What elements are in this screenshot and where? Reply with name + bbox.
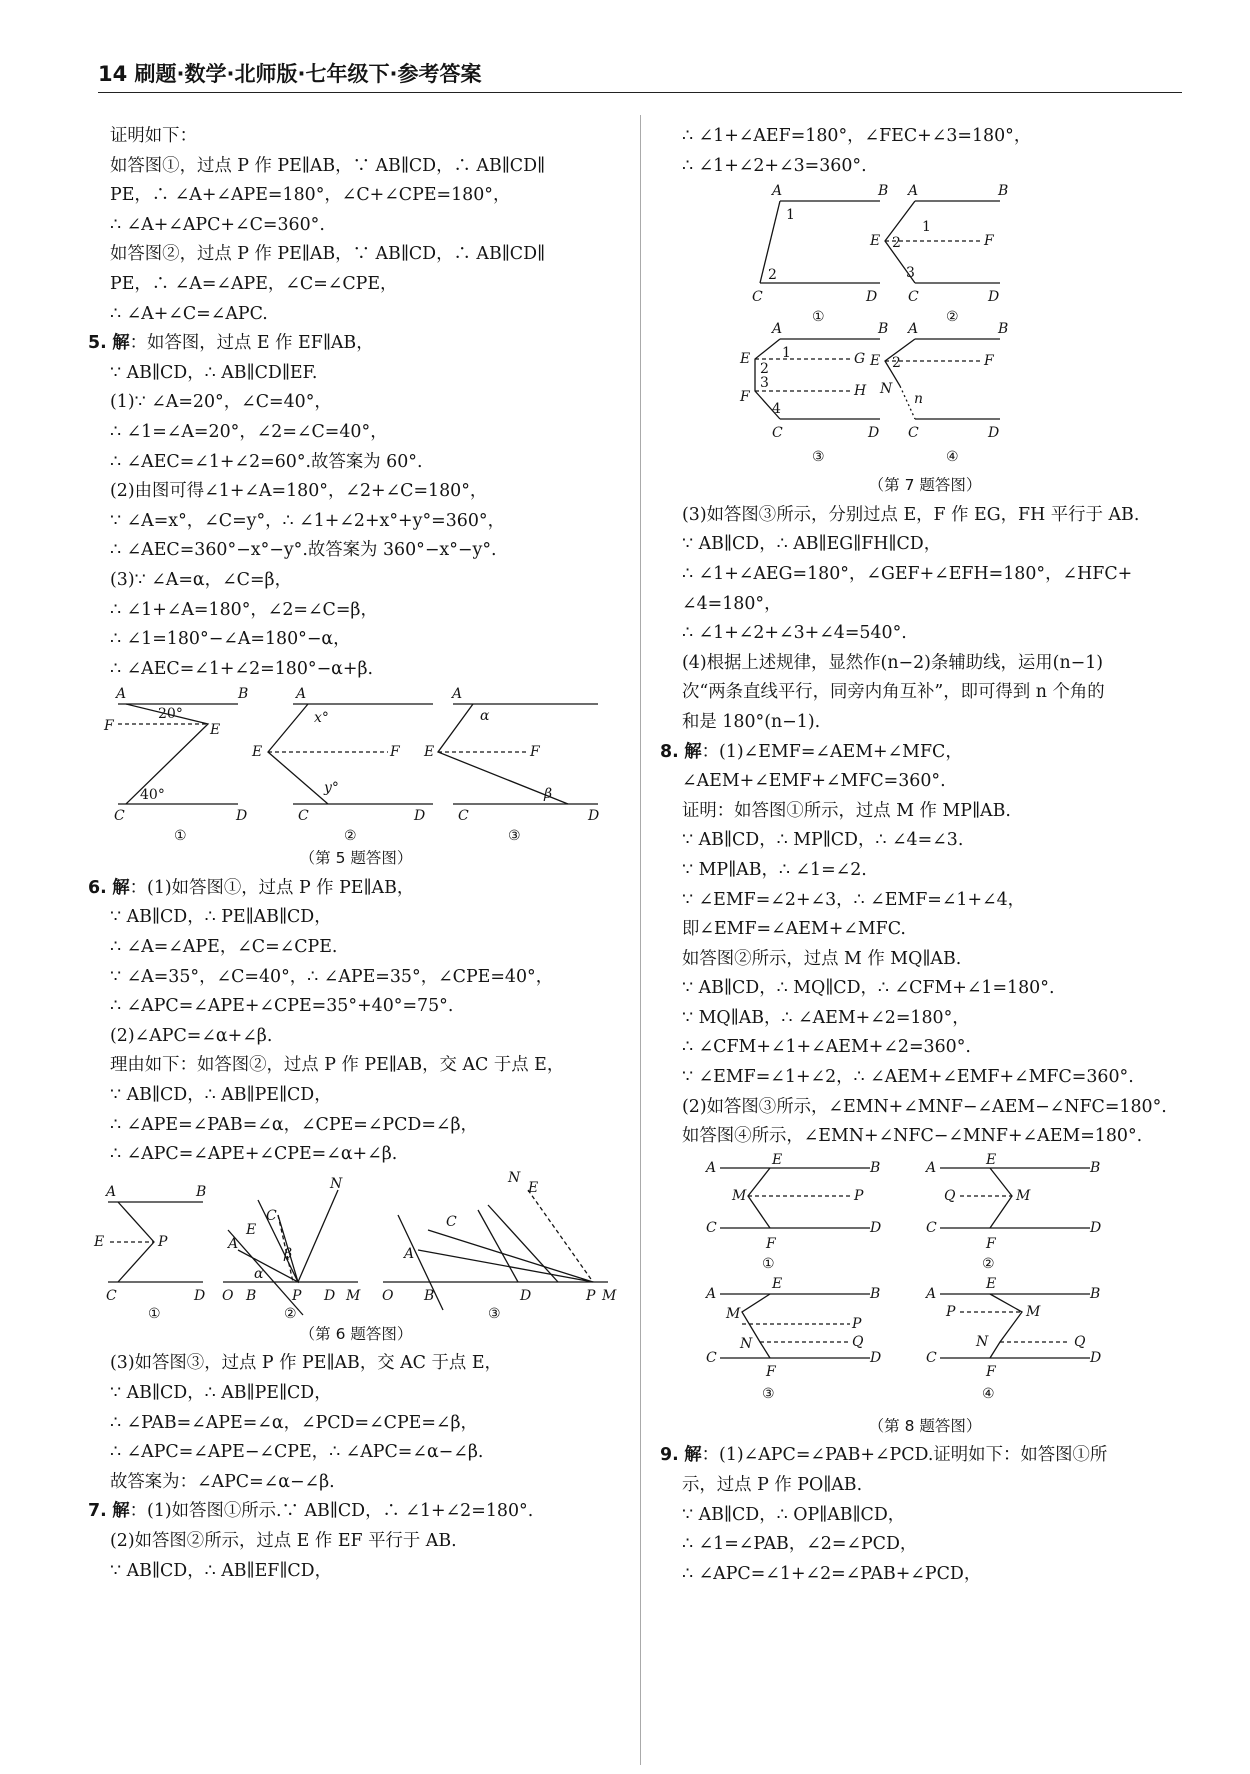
q7-line: (2)如答图②所示，过点 E 作 EF 平行于 AB. bbox=[110, 1530, 457, 1551]
circled-2: ② bbox=[946, 309, 959, 326]
label-C: C bbox=[266, 1207, 277, 1224]
q8-line: 即∠EMF=∠AEM+∠MFC. bbox=[682, 919, 906, 940]
label-A: A bbox=[908, 321, 919, 338]
label-Q: Q bbox=[852, 1333, 864, 1350]
label-H: H bbox=[854, 383, 867, 400]
header-rule bbox=[98, 92, 1182, 93]
angle-1: 1 bbox=[922, 219, 931, 236]
q5-line: ∴ ∠AEC=∠1+∠2=180°−α+β. bbox=[110, 658, 374, 679]
circled-2: ② bbox=[982, 1255, 995, 1272]
label-C: C bbox=[458, 808, 469, 825]
q5-line: ：如答图，过点 E 作 EF∥AB， bbox=[129, 333, 374, 354]
label-N: N bbox=[330, 1175, 343, 1192]
q6-line: ∴ ∠APE=∠PAB=∠α，∠CPE=∠PCD=∠β， bbox=[110, 1114, 478, 1135]
label-B: B bbox=[424, 1287, 435, 1304]
label-D: D bbox=[236, 808, 248, 825]
angle-y: y° bbox=[324, 780, 339, 797]
label-C: C bbox=[908, 425, 919, 442]
label-B: B bbox=[878, 183, 889, 200]
label-C: C bbox=[752, 289, 763, 306]
label-A: A bbox=[772, 321, 783, 338]
q8-line: 如答图④所示，∠EMN+∠NFC−∠MNF+∠AEM=180°. bbox=[682, 1126, 1143, 1147]
q5-line: ∴ ∠1=∠A=20°，∠2=∠C=40°， bbox=[110, 421, 388, 442]
angle-beta: β bbox=[544, 786, 553, 803]
label-P: P bbox=[586, 1287, 596, 1304]
q8-figure bbox=[660, 1152, 1190, 1412]
label-A: A bbox=[404, 1245, 415, 1262]
angle-alpha: α bbox=[480, 708, 490, 725]
label-B: B bbox=[998, 183, 1009, 200]
q4-line: 如答图②，过点 P 作 PE∥AB，∵ AB∥CD，∴ AB∥CD∥ bbox=[110, 244, 546, 265]
label-D: D bbox=[868, 425, 880, 442]
label-B: B bbox=[238, 686, 249, 703]
solution-label: 解 bbox=[112, 333, 130, 354]
label-O: O bbox=[382, 1287, 394, 1304]
q8-line: ∵ AB∥CD，∴ MQ∥CD，∴ ∠CFM+∠1=180°. bbox=[682, 978, 1055, 999]
q8-line: ∵ MP∥AB，∴ ∠1=∠2. bbox=[682, 859, 867, 880]
q8-line: ：(1)∠EMF=∠AEM+∠MFC， bbox=[701, 741, 963, 762]
q9-line: ：(1)∠APC=∠PAB+∠PCD.证明如下：如答图①所 bbox=[701, 1445, 1108, 1466]
q7-line: ∵ AB∥CD，∴ AB∥EG∥FH∥CD， bbox=[682, 534, 942, 555]
q6-line: ∴ ∠APC=∠APE−∠CPE，∴ ∠APC=∠α−∠β. bbox=[110, 1442, 484, 1463]
label-D: D bbox=[520, 1287, 532, 1304]
label-D: D bbox=[870, 1219, 882, 1236]
q6-line: (3)如答图③，过点 P 作 PE∥AB，交 AC 于点 E， bbox=[110, 1353, 502, 1374]
label-F: F bbox=[984, 233, 994, 250]
label-D: D bbox=[870, 1349, 882, 1366]
label-O: O bbox=[222, 1287, 234, 1304]
q6-figure bbox=[88, 1170, 624, 1320]
q4-line: 如答图①，过点 P 作 PE∥AB，∵ AB∥CD，∴ AB∥CD∥ bbox=[110, 155, 546, 176]
circled-3: ③ bbox=[812, 449, 825, 466]
circled-1: ① bbox=[762, 1255, 775, 1272]
label-F: F bbox=[530, 744, 540, 761]
angle-2: 2 bbox=[892, 235, 901, 252]
q7-line: ∵ AB∥CD，∴ AB∥EF∥CD， bbox=[110, 1560, 333, 1581]
label-P: P bbox=[292, 1287, 302, 1304]
q9-line: 示，过点 P 作 PO∥AB. bbox=[682, 1475, 863, 1496]
label-N: N bbox=[740, 1335, 753, 1352]
angle-beta: β bbox=[284, 1245, 293, 1262]
label-E: E bbox=[870, 233, 881, 250]
angle-2: 2 bbox=[892, 355, 901, 372]
q7-heading bbox=[88, 1497, 624, 1527]
label-C: C bbox=[926, 1219, 937, 1236]
label-A: A bbox=[772, 183, 783, 200]
label-B: B bbox=[998, 321, 1009, 338]
circled-1: ① bbox=[812, 309, 825, 326]
label-C: C bbox=[446, 1213, 457, 1230]
label-E: E bbox=[870, 353, 881, 370]
q7-line: ∠4=180°， bbox=[682, 593, 782, 614]
label-C: C bbox=[298, 808, 309, 825]
label-E: E bbox=[246, 1221, 257, 1238]
q8-line: ∵ MQ∥AB，∴ ∠AEM+∠2=180°， bbox=[682, 1007, 970, 1028]
label-E: E bbox=[740, 351, 751, 368]
q5-line: ∵ AB∥CD，∴ AB∥CD∥EF. bbox=[110, 362, 318, 383]
circled-4: ④ bbox=[946, 449, 959, 466]
q6-line: ∵ ∠A=35°，∠C=40°，∴ ∠APE=35°，∠CPE=40°， bbox=[110, 966, 554, 987]
angle-3: 3 bbox=[760, 375, 769, 392]
label-C: C bbox=[926, 1349, 937, 1366]
q7-line: ∴ ∠1+∠2+∠3=360°. bbox=[682, 155, 867, 176]
label-A: A bbox=[452, 686, 463, 703]
q6-line: ∵ AB∥CD，∴ AB∥PE∥CD， bbox=[110, 1085, 332, 1106]
label-B: B bbox=[870, 1159, 881, 1176]
q5-line: (2)由图可得∠1+∠A=180°，∠2+∠C=180°， bbox=[110, 481, 488, 502]
q5-line: (1)∵ ∠A=20°，∠C=40°， bbox=[110, 392, 332, 413]
q6-line: 故答案为：∠APC=∠α−∠β. bbox=[110, 1471, 335, 1492]
q5-line: ∴ ∠1=180°−∠A=180°−α， bbox=[110, 629, 351, 650]
q8-line: ∠AEM+∠EMF+∠MFC=360°. bbox=[682, 771, 946, 792]
label-A: A bbox=[228, 1235, 239, 1252]
label-M: M bbox=[602, 1287, 617, 1304]
label-E: E bbox=[986, 1275, 997, 1292]
q8-caption: （第 8 题答图） bbox=[868, 1416, 982, 1435]
q6-line: ∴ ∠PAB=∠APE=∠α，∠PCD=∠CPE=∠β， bbox=[110, 1412, 478, 1433]
q8-line: ∵ ∠EMF=∠2+∠3，∴ ∠EMF=∠1+∠4， bbox=[682, 889, 1026, 910]
q5-heading bbox=[88, 329, 624, 359]
label-A: A bbox=[908, 183, 919, 200]
label-E: E bbox=[986, 1151, 997, 1168]
label-M: M bbox=[346, 1287, 361, 1304]
q6-heading bbox=[88, 874, 624, 904]
label-D: D bbox=[1090, 1349, 1102, 1366]
q9-line: ∵ AB∥CD，∴ OP∥AB∥CD， bbox=[682, 1504, 906, 1525]
angle-1: 1 bbox=[782, 345, 791, 362]
label-E: E bbox=[424, 744, 435, 761]
q8-line: ∵ AB∥CD，∴ MP∥CD，∴ ∠4=∠3. bbox=[682, 830, 964, 851]
question-number: 9. bbox=[660, 1445, 679, 1466]
label-B: B bbox=[1090, 1159, 1101, 1176]
q5-line: (3)∵ ∠A=α，∠C=β， bbox=[110, 569, 292, 590]
solution-label: 解 bbox=[684, 741, 702, 762]
q8-line: ∴ ∠CFM+∠1+∠AEM+∠2=360°. bbox=[682, 1037, 971, 1058]
q4-line: 证明如下： bbox=[110, 126, 197, 146]
question-number: 5. bbox=[88, 333, 107, 354]
label-E: E bbox=[528, 1179, 539, 1196]
circled-1: ① bbox=[148, 1305, 161, 1320]
angle-2: 2 bbox=[768, 267, 777, 284]
label-P: P bbox=[854, 1187, 864, 1204]
q6-line: ∴ ∠A=∠APE，∠C=∠CPE. bbox=[110, 937, 338, 958]
right-column bbox=[660, 122, 1190, 1589]
q7-line: 次“两条直线平行，同旁内角互补”，即可得到 n 个角的 bbox=[682, 682, 1105, 703]
label-F: F bbox=[986, 1235, 996, 1252]
q7-figure bbox=[660, 181, 1190, 471]
angle-x: x° bbox=[314, 710, 329, 727]
question-number: 6. bbox=[88, 877, 107, 898]
label-B: B bbox=[1090, 1285, 1101, 1302]
q5-line: ∴ ∠AEC=∠1+∠2=60°.故答案为 60°. bbox=[110, 451, 423, 472]
q6-line: ：(1)如答图①，过点 P 作 PE∥AB， bbox=[129, 877, 415, 898]
circled-3: ③ bbox=[762, 1385, 775, 1402]
angle-3: 3 bbox=[906, 265, 915, 282]
q6-line: ∴ ∠APC=∠APE+∠CPE=∠α+∠β. bbox=[110, 1144, 398, 1165]
left-column bbox=[88, 122, 624, 1586]
q9-line: ∴ ∠APC=∠1+∠2=∠PAB+∠PCD， bbox=[682, 1563, 982, 1584]
angle-20: 20° bbox=[158, 706, 183, 723]
q5-caption: （第 5 题答图） bbox=[299, 849, 413, 868]
label-E: E bbox=[772, 1151, 783, 1168]
q8-line: 证明：如答图①所示，过点 M 作 MP∥AB. bbox=[682, 800, 1011, 821]
label-F: F bbox=[740, 389, 750, 406]
label-A: A bbox=[116, 686, 127, 703]
q4-line: PE，∴ ∠A+∠APE=180°，∠C+∠CPE=180°， bbox=[110, 185, 511, 206]
q4-line: ∴ ∠A+∠APC+∠C=360°. bbox=[110, 214, 325, 235]
q8-line: 如答图②所示，过点 M 作 MQ∥AB. bbox=[682, 948, 962, 969]
label-C: C bbox=[706, 1349, 717, 1366]
q7-line: 和是 180°(n−1). bbox=[682, 711, 821, 732]
q5-line: ∴ ∠AEC=360°−x°−y°.故答案为 360°−x°−y°. bbox=[110, 540, 497, 561]
label-M: M bbox=[1016, 1187, 1031, 1204]
angle-1: 1 bbox=[786, 207, 795, 224]
label-D: D bbox=[194, 1287, 206, 1304]
circled-3: ③ bbox=[508, 828, 521, 845]
label-Q: Q bbox=[944, 1187, 956, 1204]
label-A: A bbox=[926, 1285, 937, 1302]
circled-2: ② bbox=[344, 828, 357, 845]
q5-line: ∴ ∠1+∠A=180°，∠2=∠C=β， bbox=[110, 599, 378, 620]
label-F: F bbox=[766, 1363, 776, 1380]
angle-40: 40° bbox=[140, 787, 165, 804]
q7-line: ∴ ∠1+∠AEG=180°，∠GEF+∠EFH=180°，∠HFC+ bbox=[682, 563, 1133, 584]
q5-figure bbox=[88, 684, 624, 844]
q9-heading bbox=[660, 1441, 1190, 1471]
q6-caption: （第 6 题答图） bbox=[299, 1324, 413, 1343]
label-P: P bbox=[946, 1303, 956, 1320]
label-N: N bbox=[880, 381, 893, 398]
solution-label: 解 bbox=[684, 1445, 702, 1466]
label-D: D bbox=[588, 808, 600, 825]
label-D: D bbox=[414, 808, 426, 825]
label-n: n bbox=[914, 391, 924, 408]
label-F: F bbox=[986, 1363, 996, 1380]
label-B: B bbox=[878, 321, 889, 338]
q8-heading bbox=[660, 738, 1190, 768]
q6-line: 理由如下：如答图②，过点 P 作 PE∥AB，交 AC 于点 E， bbox=[110, 1055, 565, 1076]
q7-line: ∴ ∠1+∠2+∠3+∠4=540°. bbox=[682, 623, 907, 644]
label-A: A bbox=[706, 1159, 717, 1176]
q4-line: PE，∴ ∠A=∠APE，∠C=∠CPE， bbox=[110, 273, 398, 294]
q6-line: (2)∠APC=∠α+∠β. bbox=[110, 1025, 273, 1046]
q6-line: ∵ AB∥CD，∴ AB∥PE∥CD， bbox=[110, 1383, 332, 1403]
label-M: M bbox=[726, 1305, 741, 1322]
q8-line: ∵ ∠EMF=∠1+∠2，∴ ∠AEM+∠EMF+∠MFC=360°. bbox=[682, 1067, 1134, 1088]
column-divider bbox=[640, 115, 641, 1765]
label-A: A bbox=[926, 1159, 937, 1176]
angle-4: 4 bbox=[772, 401, 781, 418]
q7-line: ∴ ∠1+∠AEF=180°，∠FEC+∠3=180°， bbox=[682, 126, 1032, 146]
circled-2: ② bbox=[284, 1305, 297, 1320]
label-D: D bbox=[1090, 1219, 1102, 1236]
label-D: D bbox=[324, 1287, 336, 1304]
question-number: 8. bbox=[660, 741, 679, 762]
page-header: 14 刷题·数学·北师版·七年级下·参考答案 bbox=[98, 62, 482, 86]
q6-line: ∴ ∠APC=∠APE+∠CPE=35°+40°=75°. bbox=[110, 996, 454, 1017]
label-C: C bbox=[106, 1287, 117, 1304]
label-A: A bbox=[296, 686, 307, 703]
angle-2: 2 bbox=[760, 361, 769, 378]
label-P: P bbox=[158, 1233, 168, 1250]
label-D: D bbox=[988, 425, 1000, 442]
label-A: A bbox=[706, 1285, 717, 1302]
q8-line: (2)如答图③所示，∠EMN+∠MNF−∠AEM−∠NFC=180°. bbox=[682, 1096, 1167, 1117]
solution-label: 解 bbox=[112, 1501, 130, 1522]
angle-alpha: α bbox=[254, 1265, 264, 1282]
q9-line: ∴ ∠1=∠PAB，∠2=∠PCD， bbox=[682, 1534, 918, 1555]
label-G: G bbox=[854, 351, 866, 368]
label-N: N bbox=[976, 1333, 989, 1350]
label-D: D bbox=[866, 289, 878, 306]
q6-line: ∵ AB∥CD，∴ PE∥AB∥CD， bbox=[110, 907, 332, 928]
label-F: F bbox=[390, 744, 400, 761]
label-M: M bbox=[732, 1187, 747, 1204]
label-C: C bbox=[908, 289, 919, 306]
q7-line: (3)如答图③所示，分别过点 E，F 作 EG，FH 平行于 AB. bbox=[682, 504, 1140, 525]
q7-line: (4)根据上述规律，显然作(n−2)条辅助线，运用(n−1) bbox=[682, 652, 1104, 673]
label-C: C bbox=[114, 808, 125, 825]
label-E: E bbox=[210, 722, 221, 739]
label-F: F bbox=[766, 1235, 776, 1252]
label-B: B bbox=[870, 1285, 881, 1302]
q5-line: ∵ ∠A=x°，∠C=y°，∴ ∠1+∠2+x°+y°=360°， bbox=[110, 510, 506, 531]
label-C: C bbox=[706, 1219, 717, 1236]
label-F: F bbox=[984, 353, 994, 370]
label-M: M bbox=[1026, 1303, 1041, 1320]
label-N: N bbox=[508, 1169, 521, 1186]
label-E: E bbox=[94, 1233, 105, 1250]
label-A: A bbox=[106, 1183, 117, 1200]
label-C: C bbox=[772, 425, 783, 442]
label-E: E bbox=[772, 1275, 783, 1292]
label-B: B bbox=[246, 1287, 257, 1304]
label-B: B bbox=[196, 1183, 207, 1200]
question-number: 7. bbox=[88, 1501, 107, 1522]
circled-3: ③ bbox=[488, 1305, 501, 1320]
label-Q: Q bbox=[1074, 1333, 1086, 1350]
label-P: P bbox=[852, 1315, 862, 1332]
label-F: F bbox=[104, 718, 114, 735]
circled-4: ④ bbox=[982, 1385, 995, 1402]
q7-caption: （第 7 题答图） bbox=[868, 476, 982, 495]
q4-line: ∴ ∠A+∠C=∠APC. bbox=[110, 303, 268, 324]
circled-1: ① bbox=[174, 828, 187, 845]
q7-line: ：(1)如答图①所示.∵ AB∥CD，∴ ∠1+∠2=180°. bbox=[129, 1501, 534, 1522]
label-D: D bbox=[988, 289, 1000, 306]
label-E: E bbox=[252, 744, 263, 761]
solution-label: 解 bbox=[112, 877, 130, 898]
